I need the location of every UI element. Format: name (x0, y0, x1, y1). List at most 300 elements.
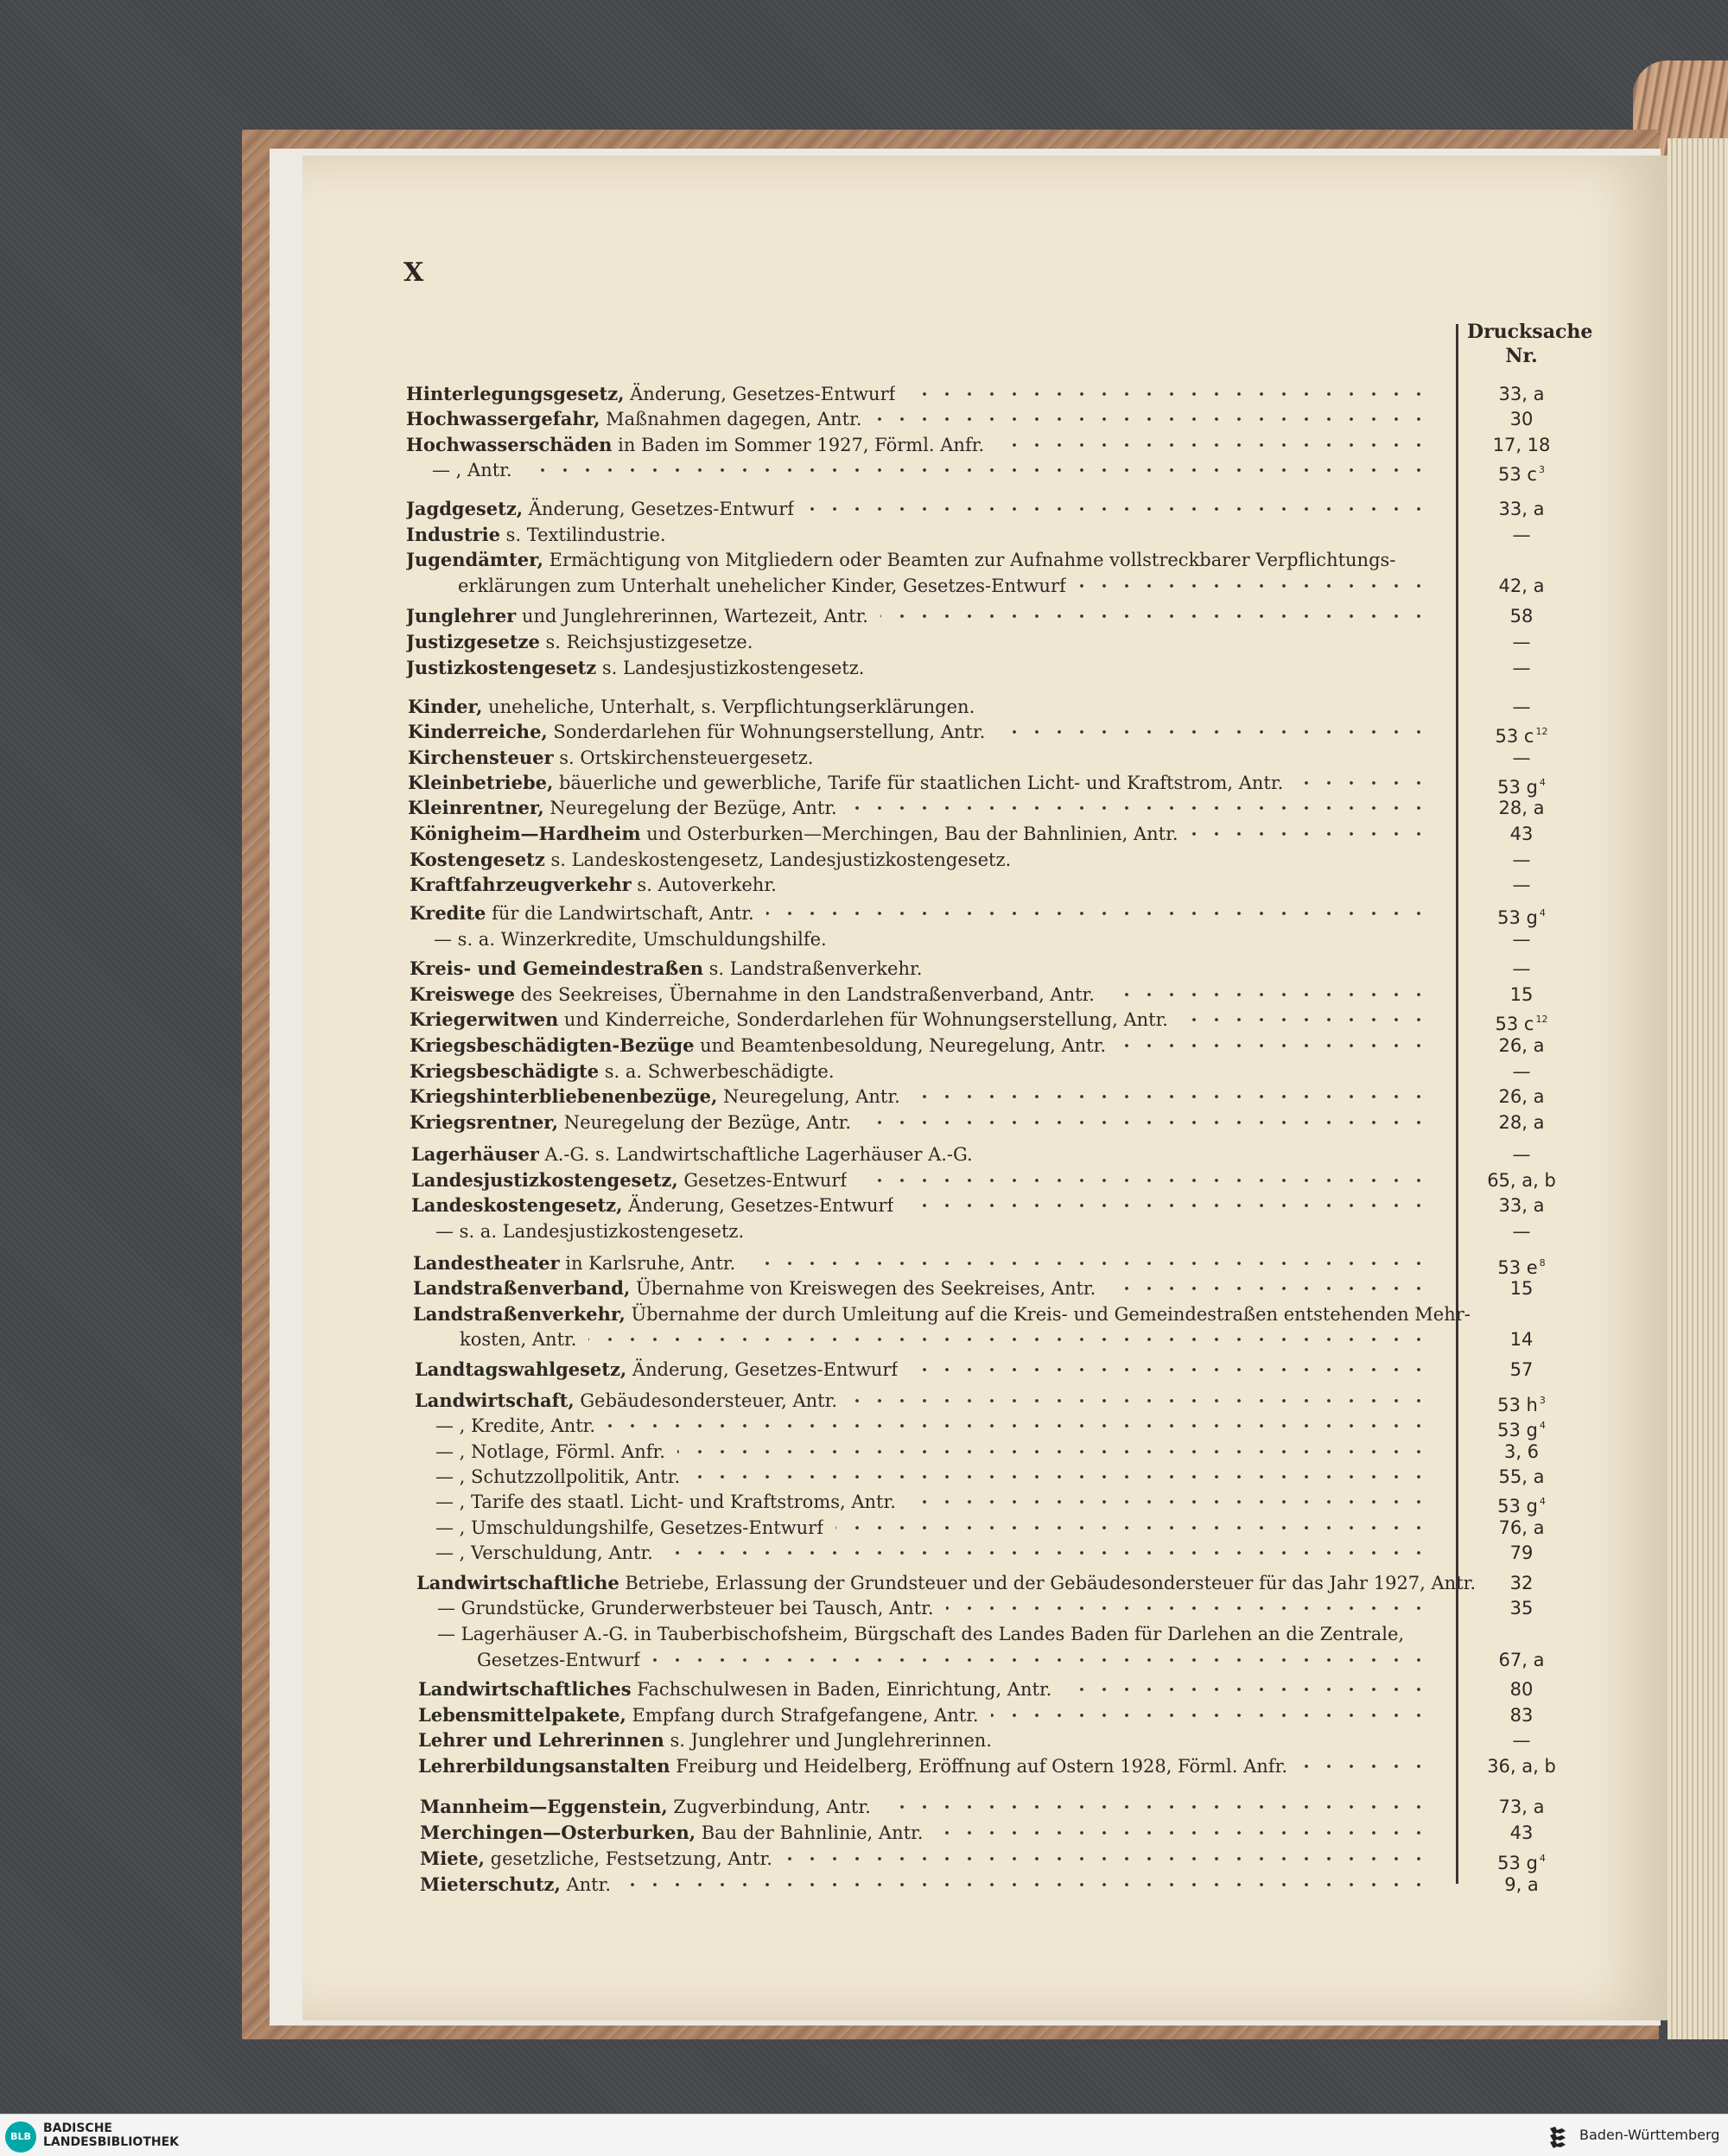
entry-keyword: Landwirtschaftliches (418, 1678, 632, 1700)
index-entry (0, 1388, 1728, 1414)
entry-description: s. Landeskostengesetz, Landesjustizkostengesetz. (544, 849, 1012, 870)
entry-text (410, 1059, 835, 1084)
drucksache-number (1465, 1872, 1578, 1898)
drucksache-number-value: — (1512, 658, 1531, 678)
entry-text (416, 1570, 1476, 1596)
leader-dots (806, 496, 1430, 522)
leader-dots (883, 1794, 1430, 1820)
entry-text (406, 496, 794, 522)
entry-text (413, 1301, 1471, 1327)
leader-dots (692, 1464, 1430, 1490)
index-entry (0, 522, 1728, 548)
drucksache-number-value: 42, a (1498, 576, 1545, 596)
drucksache-number-value: 33, a (1498, 499, 1545, 519)
index-entry (0, 1540, 1728, 1566)
entry-description: und Osterburken—Merchingen, Bau der Bahnlinien, Antr. (640, 824, 1178, 844)
drucksache-superscript: 3 (1539, 1395, 1546, 1406)
drucksache-number-value: 79 (1509, 1542, 1534, 1563)
index-entry (0, 1059, 1728, 1084)
entry-description: — , Umschuldungshilfe, Gesetzes-Entwurf (435, 1517, 823, 1538)
entry-text (406, 547, 1395, 573)
entry-description: Neuregelung der Bezüge, Antr. (558, 1112, 852, 1133)
entry-text (408, 770, 1283, 796)
drucksache-number-value: — (1512, 929, 1531, 950)
entry-keyword: Hochwassergefahr, (406, 408, 600, 429)
entry-text (410, 847, 1011, 873)
drucksache-number (1465, 496, 1578, 522)
drucksache-number (1465, 745, 1578, 771)
leader-dots (785, 1846, 1430, 1872)
entry-text (406, 432, 984, 458)
drucksache-number (1465, 1167, 1578, 1193)
entry-keyword: Kreiswege (410, 983, 515, 1005)
entry-text (410, 821, 1178, 847)
drucksache-number (1465, 872, 1578, 898)
index-entry (0, 573, 1728, 599)
page-roman-numeral: X (403, 258, 424, 288)
drucksache-superscript: 4 (1539, 1496, 1546, 1507)
entry-keyword: Hochwasserschäden (406, 434, 613, 455)
entry-description: Übernahme der durch Umleitung auf die Kreis- und Gemeindestraßen entstehenden Mehr- (625, 1304, 1471, 1325)
leader-dots (652, 1647, 1430, 1673)
entry-description: Empfang durch Strafgefangene, Antr. (626, 1705, 979, 1726)
drucksache-number-value: 43 (1509, 1822, 1534, 1843)
drucksache-number-value: — (1512, 958, 1531, 979)
entry-description: — , Kredite, Antr. (435, 1415, 596, 1436)
entry-keyword: Kreis- und Gemeindestraßen (410, 957, 703, 979)
index-entry (0, 900, 1728, 926)
entry-description: Änderung, Gesetzes-Entwurf (624, 384, 896, 404)
entry-keyword: Kriegsbeschädigten-Bezüge (410, 1034, 695, 1056)
drucksache-number-value: — (1512, 1144, 1531, 1165)
blb-name-line1: BADISCHE (43, 2121, 112, 2135)
leader-dots (1107, 982, 1430, 1008)
drucksache-number-value: 30 (1509, 409, 1534, 429)
entry-description: — s. a. Winzerkredite, Umschuldungshilfe. (434, 929, 827, 950)
drucksache-superscript: 12 (1535, 726, 1548, 737)
drucksache-number (1465, 1357, 1578, 1383)
leader-dots (1118, 1033, 1430, 1059)
column-header-line1: Drucksache (1467, 321, 1593, 343)
leader-dots (747, 1250, 1430, 1276)
drucksache-number (1465, 1595, 1578, 1621)
drucksache-number (1465, 1753, 1578, 1779)
index-entry (0, 1250, 1728, 1276)
drucksache-number (1465, 1676, 1578, 1702)
entry-keyword: Hinterlegungsgesetz, (406, 383, 625, 404)
entry-keyword: Junglehrer (406, 605, 517, 626)
entry-text (410, 982, 1095, 1008)
index-entry (0, 1727, 1728, 1753)
index-entry (0, 381, 1728, 407)
index-entry (0, 982, 1728, 1008)
entry-keyword: Kriegerwitwen (410, 1008, 559, 1030)
column-header-line2: Nr. (1505, 345, 1538, 367)
drucksache-number (1465, 1820, 1578, 1846)
drucksache-number-value: 65, a, b (1487, 1170, 1556, 1191)
entry-text (420, 1820, 923, 1846)
entry-keyword: Kriegshinterbliebenenbezüge, (410, 1085, 718, 1107)
drucksache-number-value: 3, 6 (1503, 1441, 1540, 1462)
drucksache-number (1465, 406, 1578, 432)
entry-keyword: Justizkostengesetz (406, 657, 597, 678)
entry-keyword: Lagerhäuser (411, 1143, 539, 1165)
leader-dots (874, 406, 1430, 432)
drucksache-superscript: 4 (1539, 907, 1546, 919)
entry-description: und Beamtenbesoldung, Neuregelung, Antr. (694, 1035, 1107, 1056)
entry-text (437, 1595, 934, 1621)
entry-description: Antr. (560, 1874, 612, 1895)
entry-description: A.-G. s. Landwirtschaftliche Lagerhäuser A.-G. (538, 1144, 973, 1165)
entry-keyword: Königheim—Hardheim (410, 823, 641, 844)
entry-text (418, 1702, 979, 1728)
entry-keyword: Kraftfahrzeugverkehr (410, 874, 632, 895)
entry-description: s. Autoverkehr. (631, 874, 777, 895)
entry-description: Ermächtigung von Mitgliedern oder Beamten zur Aufnahme vollstreckbarer Verpflichtungs- (543, 550, 1396, 570)
entry-description: Neuregelung der Bezüge, Antr. (543, 798, 837, 818)
entry-description: Änderung, Gesetzes-Entwurf (523, 499, 795, 519)
entry-text (411, 1192, 893, 1218)
entry-text (406, 629, 753, 655)
drucksache-number (1465, 1464, 1578, 1490)
index-entry (0, 1301, 1728, 1327)
index-entry (0, 1872, 1728, 1898)
index-entry (0, 1846, 1728, 1872)
entry-text (420, 1872, 611, 1898)
drucksache-number (1465, 1084, 1578, 1110)
leader-dots (677, 1439, 1430, 1465)
entry-text (413, 1250, 735, 1276)
drucksache-number-value: — (1512, 632, 1531, 652)
entry-description: Sonderdarlehen für Wohnungserstellung, Antr. (547, 722, 986, 742)
drucksache-number-value: 33, a (1498, 384, 1545, 404)
entry-keyword: Jugendämter, (406, 549, 543, 570)
entry-keyword: Industrie (406, 524, 500, 545)
drucksache-number-value: 57 (1509, 1359, 1534, 1380)
leader-dots (607, 1413, 1430, 1439)
drucksache-number (1465, 522, 1578, 548)
drucksache-number-value: — (1512, 1221, 1531, 1242)
drucksache-number (1465, 1647, 1578, 1673)
drucksache-number (1465, 1033, 1578, 1059)
entry-text (420, 1846, 772, 1872)
index-entry (0, 1489, 1728, 1515)
entry-text (477, 1647, 640, 1673)
drucksache-superscript: 4 (1539, 1420, 1546, 1431)
drucksache-superscript: 12 (1535, 1014, 1548, 1025)
entry-text (415, 1357, 898, 1383)
index-entry (0, 1110, 1728, 1135)
drucksache-number-value: 55, a (1498, 1466, 1545, 1487)
leader-dots (623, 1872, 1430, 1898)
entry-description: s. Textilindustrie. (499, 525, 666, 545)
drucksache-number (1465, 982, 1578, 1008)
entry-description: in Baden im Sommer 1927, Förml. Anfr. (612, 435, 985, 455)
entry-keyword: Kostengesetz (410, 849, 545, 870)
entry-keyword: Kinder, (408, 696, 483, 717)
drucksache-number-value: 53 g (1497, 907, 1538, 928)
baden-wuerttemberg-name[interactable]: Baden-Württemberg (1579, 2127, 1720, 2143)
drucksache-number-value: — (1512, 747, 1531, 768)
leader-dots (1191, 821, 1430, 847)
entry-description: s. Ortskirchensteuergesetz. (553, 747, 814, 768)
entry-text (458, 573, 1066, 599)
entry-text (408, 795, 837, 821)
entry-text (418, 1727, 992, 1753)
drucksache-number (1465, 1218, 1578, 1244)
drucksache-number (1465, 956, 1578, 982)
leader-dots (1299, 1753, 1430, 1779)
entry-keyword: Landesjustizkostengesetz, (411, 1169, 678, 1191)
drucksache-number (1465, 1192, 1578, 1218)
drucksache-number-value: 73, a (1498, 1797, 1545, 1817)
entry-text (434, 926, 827, 952)
entry-description: s. Junglehrer und Junglehrerinnen. (664, 1730, 992, 1751)
drucksache-number-value: 53 g (1497, 1853, 1538, 1873)
index-entry (0, 496, 1728, 522)
entry-description: für die Landwirtschaft, Antr. (486, 903, 754, 924)
entry-text (435, 1515, 823, 1541)
drucksache-number-value: 67, a (1498, 1650, 1545, 1670)
drucksache-number-value: 36, a, b (1487, 1756, 1556, 1777)
index-entry (0, 457, 1728, 483)
entry-text (410, 1084, 900, 1110)
baden-wuerttemberg-lions-icon[interactable] (1547, 2123, 1572, 2149)
entry-keyword: Landtagswahlgesetz, (415, 1358, 627, 1380)
drucksache-number-value: — (1512, 696, 1531, 717)
drucksache-number-value: 32 (1509, 1573, 1534, 1593)
index-entry (0, 1439, 1728, 1465)
entry-description: Zugverbindung, Antr. (667, 1797, 871, 1817)
index-entry (0, 1084, 1728, 1110)
drucksache-number-value: 53 c (1495, 726, 1534, 747)
entry-description: — Grundstücke, Grunderwerbsteuer bei Tausch, Antr. (437, 1598, 934, 1619)
entry-text (410, 1007, 1168, 1033)
index-entry (0, 1464, 1728, 1490)
index-entry (0, 1794, 1728, 1820)
drucksache-number-value: 43 (1509, 824, 1534, 844)
leader-dots (996, 432, 1430, 458)
entry-keyword: Lehrerbildungsanstalten (418, 1755, 670, 1777)
entry-description: — , Antr. (432, 460, 512, 480)
index-entry (0, 432, 1728, 458)
index-entry (0, 603, 1728, 629)
drucksache-number-value: 53 c (1495, 1014, 1534, 1034)
entry-description: erklärungen zum Unterhalt unehelicher Kinder, Gesetzes-Entwurf (458, 576, 1066, 596)
entry-description: s. Landesjustizkostengesetz. (596, 658, 865, 678)
entry-text (435, 1413, 595, 1439)
entry-keyword: Kleinrentner, (408, 797, 544, 818)
entry-description: gesetzliche, Festsetzung, Antr. (484, 1848, 772, 1869)
leader-dots (1078, 573, 1430, 599)
index-entry (0, 1647, 1728, 1673)
drucksache-number-value: 80 (1509, 1679, 1534, 1700)
entry-text (435, 1439, 665, 1465)
entry-keyword: Mieterschutz, (420, 1873, 561, 1895)
entry-description: Übernahme von Kreiswegen des Seekreises, Antr. (630, 1278, 1096, 1299)
entry-text (432, 457, 512, 483)
leader-dots (1295, 770, 1430, 796)
blb-logo-icon[interactable]: BLB (5, 2121, 36, 2153)
drucksache-number-value: 53 e (1497, 1257, 1538, 1278)
drucksache-superscript: 4 (1539, 1853, 1546, 1864)
drucksache-number-value: 28, a (1498, 1112, 1545, 1133)
drucksache-number (1465, 694, 1578, 720)
drucksache-number (1465, 1794, 1578, 1820)
index-entry (0, 547, 1728, 573)
drucksache-number (1465, 1275, 1578, 1301)
entry-description: s. Landstraßenverkehr. (702, 958, 923, 979)
viewer-footer (0, 2114, 1728, 2156)
index-entry (0, 1515, 1728, 1541)
entry-keyword: Jagdgesetz, (406, 498, 524, 519)
entry-description: und Junglehrerinnen, Wartezeit, Antr. (516, 606, 868, 626)
drucksache-number-value: 9, a (1504, 1874, 1539, 1895)
index-entry (0, 1676, 1728, 1702)
leader-dots (766, 900, 1430, 926)
drucksache-number-value: 35 (1509, 1598, 1534, 1619)
index-entry (0, 1218, 1728, 1244)
entry-text (406, 381, 895, 407)
drucksache-number-value: 83 (1509, 1705, 1534, 1726)
entry-description: — s. a. Landesjustizkostengesetz. (435, 1221, 745, 1242)
entry-description: uneheliche, Unterhalt, s. Verpflichtungserklärungen. (482, 696, 975, 717)
entry-text (410, 1110, 851, 1135)
entry-keyword: Kriegsrentner, (410, 1111, 559, 1133)
entry-text (406, 655, 864, 681)
entry-text (418, 1676, 1051, 1702)
drucksache-superscript: 8 (1539, 1257, 1546, 1269)
drucksache-number (1465, 1059, 1578, 1084)
entry-text (435, 1464, 680, 1490)
entry-text (411, 1167, 847, 1193)
entry-keyword: Lehrer und Lehrerinnen (418, 1729, 664, 1751)
index-entry (0, 1167, 1728, 1193)
drucksache-number (1465, 603, 1578, 629)
drucksache-number-value: 53 g (1497, 1420, 1538, 1441)
entry-text (408, 719, 985, 745)
blb-name-line2: LANDESBIBLIOTHEK (43, 2135, 180, 2149)
index-entry (0, 1275, 1728, 1301)
index-entry (0, 770, 1728, 796)
drucksache-number-value: 15 (1509, 984, 1534, 1005)
entry-description: — , Notlage, Förml. Anfr. (435, 1441, 665, 1462)
leader-dots (991, 1702, 1430, 1728)
column-header-drucksache (1467, 320, 1593, 368)
drucksache-number (1465, 1439, 1578, 1465)
entry-description: in Karlsruhe, Antr. (559, 1253, 736, 1274)
index-entry (0, 1142, 1728, 1167)
entry-description: — , Tarife des staatl. Licht- und Kraftstroms, Antr. (435, 1491, 896, 1512)
entry-text (413, 1275, 1096, 1301)
entry-description: — , Verschuldung, Antr. (435, 1542, 653, 1563)
entry-keyword: Landstraßenverkehr, (413, 1303, 626, 1325)
index-entry (0, 1702, 1728, 1728)
leader-dots (1064, 1676, 1430, 1702)
entry-text (415, 1388, 837, 1414)
leader-dots (946, 1595, 1430, 1621)
leader-dots (665, 1540, 1430, 1566)
index-entry (0, 1033, 1728, 1059)
entry-keyword: Kirchensteuer (408, 747, 554, 768)
leader-dots (910, 1357, 1430, 1383)
drucksache-number-value: 76, a (1498, 1517, 1545, 1538)
entry-text (408, 694, 975, 720)
drucksache-number (1465, 629, 1578, 655)
drucksache-number-value: — (1512, 525, 1531, 545)
leader-dots (835, 1515, 1430, 1541)
drucksache-number (1465, 1142, 1578, 1167)
leader-dots (588, 1326, 1430, 1352)
entry-text (406, 522, 666, 548)
drucksache-number-value: — (1512, 1061, 1531, 1082)
drucksache-number-value: 53 c (1498, 464, 1537, 485)
drucksache-number (1465, 1326, 1578, 1352)
drucksache-number (1465, 457, 1578, 487)
index-entry (0, 795, 1728, 821)
entry-description: Maßnahmen dagegen, Antr. (600, 409, 862, 429)
entry-keyword: Kredite (410, 902, 486, 924)
index-entry (0, 1192, 1728, 1218)
entry-description: bäuerliche und gewerbliche, Tarife für staatlichen Licht- und Kraftstrom, Antr. (553, 773, 1284, 793)
index-entry (0, 926, 1728, 952)
drucksache-number-value: — (1512, 1730, 1531, 1751)
drucksache-number-value: 26, a (1498, 1086, 1545, 1107)
drucksache-number (1465, 1110, 1578, 1135)
index-entry (0, 1753, 1728, 1779)
drucksache-number-value: 15 (1509, 1278, 1534, 1299)
index-entry (0, 1007, 1728, 1033)
entry-keyword: Miete, (420, 1848, 485, 1869)
entry-text (435, 1489, 896, 1515)
leader-dots (935, 1820, 1430, 1846)
entry-keyword: Lebensmittelpakete, (418, 1704, 626, 1726)
drucksache-number (1465, 926, 1578, 952)
entry-text (410, 956, 922, 982)
blb-name[interactable] (43, 2121, 179, 2149)
entry-description: — Lagerhäuser A.-G. in Tauberbischofsheim, Bürgschaft des Landes Baden für Darlehen an die Zentrale, (437, 1624, 1405, 1644)
entry-description: Gesetzes-Entwurf (677, 1170, 848, 1191)
entry-text (406, 603, 868, 629)
drucksache-number-value: 26, a (1498, 1035, 1545, 1056)
entry-description: Gesetzes-Entwurf (477, 1650, 640, 1670)
leader-dots (1108, 1275, 1430, 1301)
drucksache-number (1465, 573, 1578, 599)
leader-dots (912, 1084, 1430, 1110)
entry-keyword: Landstraßenverband, (413, 1277, 631, 1299)
drucksache-number-value: 33, a (1498, 1195, 1545, 1216)
entry-description: Fachschulwesen in Baden, Einrichtung, Antr. (631, 1679, 1052, 1700)
index-entry (0, 745, 1728, 771)
drucksache-superscript: 4 (1539, 777, 1546, 788)
drucksache-number (1465, 655, 1578, 681)
entry-keyword: Kleinbetriebe, (408, 772, 554, 793)
entry-description: und Kinderreiche, Sonderdarlehen für Wohnungserstellung, Antr. (558, 1009, 1168, 1030)
drucksache-number-value: — (1512, 874, 1531, 895)
leader-dots (524, 457, 1430, 483)
drucksache-number (1465, 847, 1578, 873)
drucksache-number-value: 28, a (1498, 798, 1545, 818)
index-entry (0, 406, 1728, 432)
leader-dots (849, 795, 1430, 821)
entry-text (410, 900, 754, 926)
entry-keyword: Landwirtschaftliche (416, 1572, 619, 1593)
entry-description: Betriebe, Erlassung der Grundsteuer und der Gebäudesondersteuer für das Jahr 1927, Antr. (619, 1573, 1477, 1593)
index-entry (0, 1413, 1728, 1439)
drucksache-number-value: 14 (1509, 1329, 1534, 1350)
entry-description: Änderung, Gesetzes-Entwurf (626, 1359, 899, 1380)
index-entry (0, 1820, 1728, 1846)
